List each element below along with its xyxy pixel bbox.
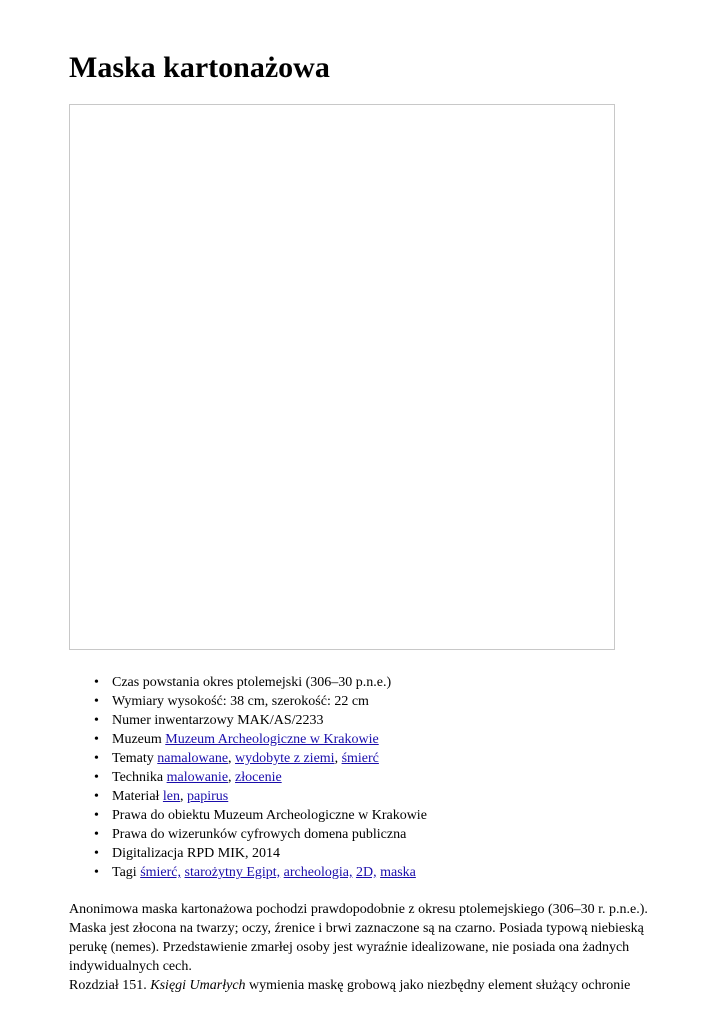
meta-label: Tematy xyxy=(112,751,154,766)
material-link[interactable]: len xyxy=(162,789,181,804)
meta-label: Tagi xyxy=(112,865,137,880)
meta-item-tagi xyxy=(69,863,427,882)
meta-value: wysokość: 38 cm, szerokość: 22 cm xyxy=(167,694,369,709)
meta-item-czas-powstania xyxy=(69,673,427,692)
tag-link[interactable]: maska xyxy=(380,865,416,880)
museum-link[interactable]: Muzeum Archeologiczne w Krakowie xyxy=(165,732,379,747)
description-continuation: wymienia maskę grobową jako niezbędny element służący ochronie xyxy=(249,978,631,993)
meta-value: okres ptolemejski (306–30 p.n.e.) xyxy=(202,675,392,690)
meta-item-wymiary xyxy=(69,692,427,711)
chapter-reference: Rozdział 151. xyxy=(69,978,147,993)
meta-label: Prawa do obiektu xyxy=(112,808,210,823)
tag-link[interactable]: śmierć, xyxy=(140,865,182,880)
meta-item-tematy: • Tematy namalowane, wydobyte z ziemi, śmierć xyxy=(69,749,427,768)
meta-label: Technika xyxy=(112,770,164,785)
meta-value: MAK/AS/2233 xyxy=(237,713,324,728)
topic-link[interactable]: namalowane xyxy=(157,751,229,766)
description xyxy=(69,900,679,995)
meta-item-muzeum xyxy=(69,730,427,749)
meta-label: Wymiary xyxy=(112,694,165,709)
description-paragraph: Anonimowa maska kartonażowa pochodzi prawdopodobnie z okresu ptolemejskiego (306–30 r. p.n.e.). Maska jest złocona na twarzy; oczy, źrenice i brwi zaznaczone są na czarno. Posiada typową niebieską perukę (nemes). Przedstawienie zmarłej osoby jest wyraźnie idealizowane, nie posiada ona żadnych indywidualnych cech. xyxy=(69,902,648,974)
page-title: Maska kartonażowa xyxy=(69,51,330,84)
meta-item-material: • Materiał len, papirus xyxy=(69,787,427,806)
book-title: Księgi Umarłych xyxy=(150,978,246,993)
meta-value: RPD MIK, 2014 xyxy=(187,846,280,861)
meta-label: Prawa do wizerunków cyfrowych xyxy=(112,827,301,842)
topic-link[interactable]: wydobyte z ziemi xyxy=(235,751,335,766)
meta-item-technika: • Technika malowanie, złocenie xyxy=(69,768,427,787)
tag-link[interactable]: 2D, xyxy=(355,865,377,880)
meta-label: Czas powstania xyxy=(112,675,200,690)
topic-link[interactable]: śmierć xyxy=(341,751,379,766)
technique-link[interactable]: złocenie xyxy=(235,770,282,785)
description-paragraph-2 xyxy=(69,976,679,995)
tag-link[interactable]: archeologia, xyxy=(283,865,353,880)
meta-item-prawa-do-obiektu xyxy=(69,806,427,825)
meta-value: Muzeum Archeologiczne w Krakowie xyxy=(213,808,427,823)
material-link[interactable]: papirus xyxy=(187,789,229,804)
meta-label: Numer inwentarzowy xyxy=(112,713,234,728)
meta-item-numer-inwentarzowy xyxy=(69,711,427,730)
meta-item-digitalizacja xyxy=(69,844,427,863)
meta-label: Muzeum xyxy=(112,732,162,747)
metadata-list xyxy=(69,673,427,882)
meta-label: Materiał xyxy=(112,789,160,804)
technique-link[interactable]: malowanie xyxy=(166,770,229,785)
meta-item-prawa-do-wizerunkow xyxy=(69,825,427,844)
meta-label: Digitalizacja xyxy=(112,846,184,861)
tag-link[interactable]: starożytny Egipt, xyxy=(184,865,281,880)
artwork-image-placeholder xyxy=(69,104,615,650)
meta-value: domena publiczna xyxy=(304,827,407,842)
